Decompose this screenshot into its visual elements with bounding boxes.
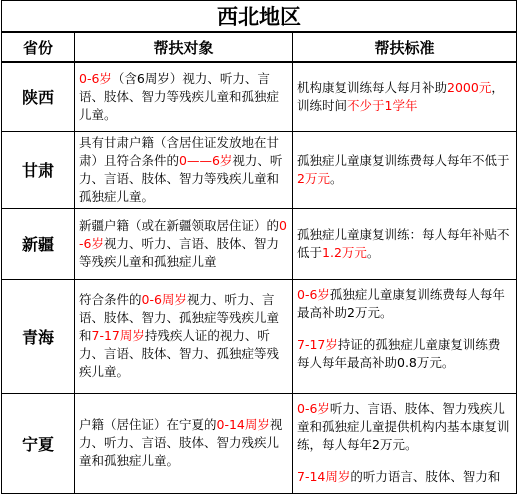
body-text: 的听力语言、肢体、智力和: [350, 468, 501, 484]
highlight-text: 2000元: [447, 79, 492, 95]
body-text: 机构康复训练每人每月补助: [297, 79, 448, 95]
body-text: 视力、听力、言语、肢体、智力等残疾儿童和孤独症儿童: [79, 235, 279, 269]
standard-paragraph: [297, 336, 512, 372]
province-cell: 甘肃: [2, 131, 75, 208]
header-target: 帮扶对象: [75, 32, 293, 62]
body-text: 符合条件的: [79, 292, 142, 307]
body-text: 户籍（居住证）在宁夏的: [79, 417, 217, 432]
body-text: 具有甘肃户籍（含居住证发放地在甘肃）且符合条件的: [79, 134, 280, 168]
highlight-text: 0-6岁: [79, 217, 287, 251]
body-text: 。: [366, 244, 380, 260]
header-province: 省份: [2, 32, 75, 62]
highlight-text: 0-6周岁: [141, 292, 187, 307]
body-text: 听力、言语、肢体、智力残疾儿童和孤独症儿童提供机构内基本康复训练，每人每年2万元。: [297, 400, 510, 452]
highlight-text: 7-17岁: [297, 336, 338, 352]
highlight-text: 7-14周岁: [297, 468, 351, 484]
province-cell: 宁夏: [2, 393, 75, 493]
highlight-text: 不少于1学年: [347, 97, 418, 113]
province-cell: 青海: [2, 279, 75, 393]
body-text: 持证的孤独症儿童康复训练费每人每年最高补助0.8万元。: [297, 336, 501, 370]
body-text: 孤独症儿童康复训练费每人每年不低于: [297, 152, 510, 168]
target-cell: [75, 131, 293, 208]
body-text: 持残疾人证的视力、听力、言语、肢体、智力、孤独症等残疾儿童。: [79, 328, 280, 379]
standard-cell: [293, 131, 517, 208]
target-cell: [75, 208, 293, 279]
table-row: [2, 131, 517, 208]
standard-paragraph: [297, 400, 512, 454]
highlight-text: 0-14周岁: [216, 417, 270, 432]
body-text: ，训练时间: [297, 79, 504, 113]
body-text: 新疆户籍（或在新疆领取居住证）的: [79, 217, 280, 233]
standard-paragraph: [297, 152, 512, 188]
highlight-text: 7-17周岁: [91, 328, 145, 343]
policy-table-container: [1, 0, 516, 494]
highlight-text: 1.2万元: [322, 244, 367, 260]
body-text: 孤独症儿童康复训练：每人每年补贴不低于: [297, 226, 510, 260]
highlight-text: 2万元: [297, 170, 330, 186]
highlight-text: 0-6岁: [297, 400, 330, 416]
body-text: 视力、听力、言语、肢体、智力等残疾儿童和孤独症儿童。: [79, 152, 283, 204]
standard-cell: [293, 208, 517, 279]
target-cell: [75, 62, 293, 131]
table-row: [2, 62, 517, 131]
body-text: 。: [329, 170, 343, 186]
body-text: 视力、听力、言语、肢体、智力、孤独症等残疾儿童和: [79, 292, 280, 343]
target-cell: [75, 393, 293, 493]
table-row: [2, 279, 517, 393]
standard-paragraph: [297, 286, 512, 322]
policy-table: [1, 0, 517, 494]
body-text: （含6周岁）视力、听力、言语、肢体、智力等残疾儿童和孤独症儿童。: [79, 70, 280, 122]
standard-paragraph: [297, 79, 512, 115]
highlight-text: 0——6岁: [179, 152, 233, 168]
highlight-text: 0-6岁: [79, 70, 112, 86]
standard-paragraph: [297, 226, 512, 262]
highlight-text: 0-6岁: [297, 286, 330, 302]
standard-cell: [293, 279, 517, 393]
target-cell: [75, 279, 293, 393]
header-standard: 帮扶标准: [293, 32, 517, 62]
region-title: 西北地区: [2, 1, 517, 33]
body-text: 视力、听力、言语、肢体、智力残疾儿童和孤独症儿童。: [79, 417, 283, 468]
body-text: 孤独症儿童康复训练费每人每年最高补助2万元。: [297, 286, 505, 320]
province-cell: 陕西: [2, 62, 75, 131]
province-cell: 新疆: [2, 208, 75, 279]
title-row: [2, 1, 517, 33]
table-row: [2, 393, 517, 493]
header-row: [2, 32, 517, 62]
standard-cell: [293, 393, 517, 493]
standard-cell: [293, 62, 517, 131]
table-row: [2, 208, 517, 279]
standard-paragraph: [297, 468, 512, 486]
